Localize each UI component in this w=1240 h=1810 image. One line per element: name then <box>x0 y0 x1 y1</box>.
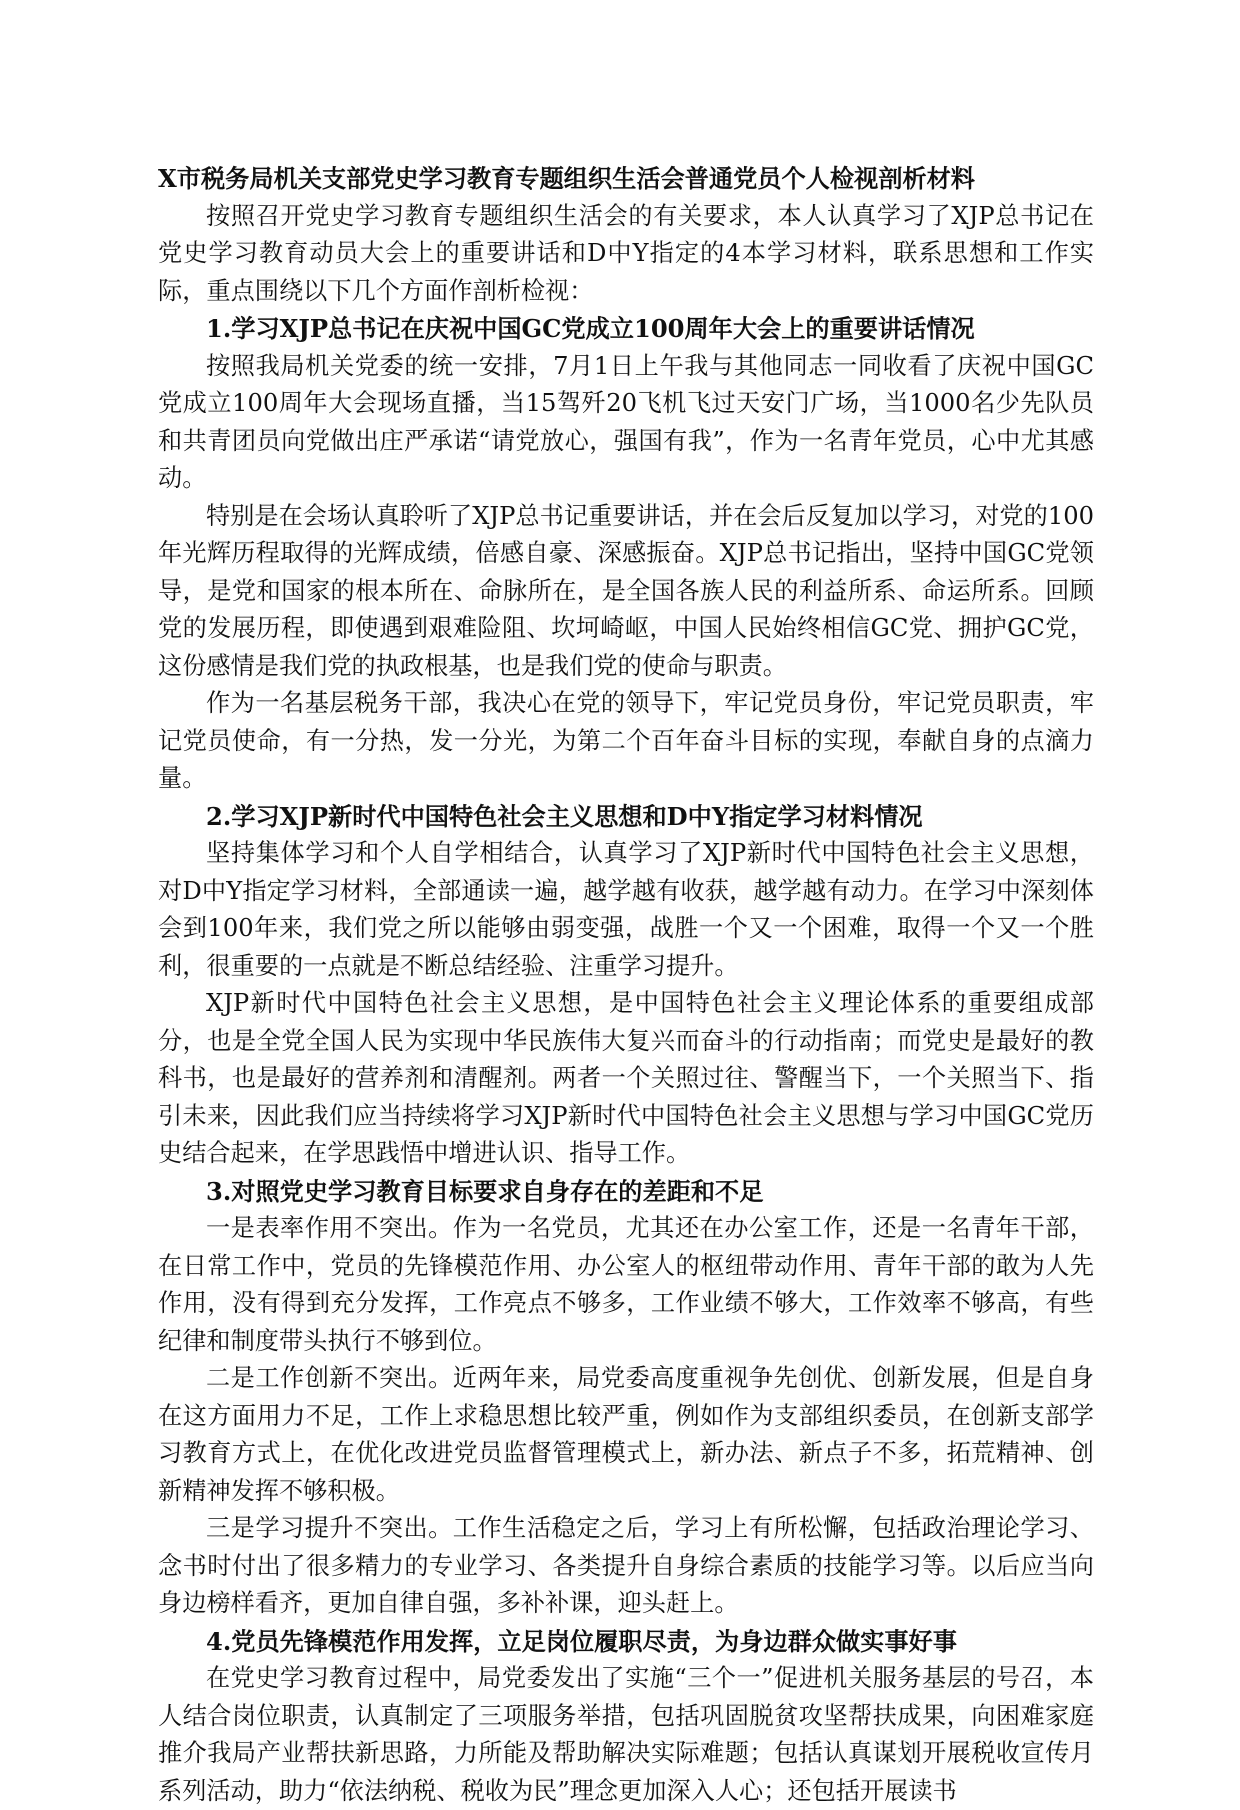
section-3-heading: 3.对照党史学习教育目标要求自身存在的差距和不足 <box>206 1176 764 1206</box>
document-title: X市税务局机关支部党史学习教育专题组织生活会普通党员个人检视剖析材料 <box>158 164 975 193</box>
intro-paragraph: 按照召开党史学习教育专题组织生活会的有关要求，本人认真学习了XJP总书记在党史学习教育动员大会上的重要讲话和D中Y指定的4本学习材料，联系思想和工作实际，重点围绕以下几个方面作剖析检视： <box>158 201 1094 305</box>
section-1-heading: 1.学习XJP总书记在庆祝中国GC党成立100周年大会上的重要讲话情况 <box>206 314 975 343</box>
section-3-paragraph-1: 一是表率作用不突出。作为一名党员，尤其还在办公室工作，还是一名青年干部，在日常工作中，党员的先锋模范作用、办公室人的枢纽带动作用、青年干部的敢为人先作用，没有得到充分发挥，工作亮点不够多，工作业绩不够大，工作效率不够高，有些纪律和制度带头执行不够到位。 <box>158 1214 1094 1355</box>
section-3-paragraph-3: 三是学习提升不突出。工作生活稳定之后，学习上有所松懈，包括政治理论学习、念书时付出了很多精力的专业学习、各类提升自身综合素质的技能学习等。以后应当向身边榜样看齐，更加自律自强，多补补课，迎头赶上。 <box>158 1514 1094 1617</box>
section-2-paragraph-1: 坚持集体学习和个人自学相结合，认真学习了XJP新时代中国特色社会主义思想，对D中Y指定学习材料，全部通读一遍，越学越有收获，越学越有动力。在学习中深刻体会到100年来，我们党之所以能够由弱变强，战胜一个又一个困难，取得一个又一个胜利，很重要的一点就是不断总结经验、注重学习提升。 <box>158 839 1094 980</box>
section-2-paragraph-2: XJP新时代中国特色社会主义思想，是中国特色社会主义理论体系的重要组成部分，也是全党全国人民为实现中华民族伟大复兴而奋斗的行动指南；而党史是最好的教科书，也是最好的营养剂和清醒剂。两者一个关照过往、警醒当下，一个关照当下、指引未来，因此我们应当持续将学习XJP新时代中国特色社会主义思想与学习中国GC党历史结合起来，在学思践悟中增进认识、指导工作。 <box>158 989 1094 1167</box>
section-4-heading: 4.党员先锋模范作用发挥，立足岗位履职尽责，为身边群众做实事好事 <box>206 1626 957 1656</box>
section-2-heading: 2.学习XJP新时代中国特色社会主义思想和D中Y指定学习材料情况 <box>206 801 923 831</box>
section-1-paragraph-3: 作为一名基层税务干部，我决心在党的领导下，牢记党员身份，牢记党员职责，牢记党员使命，有一分热，发一分光，为第二个百年奋斗目标的实现，奉献自身的点滴力量。 <box>158 689 1094 792</box>
section-4-paragraph-1: 在党史学习教育过程中，局党委发出了实施“三个一”促进机关服务基层的号召，本人结合岗位职责，认真制定了三项服务举措，包括巩固脱贫攻坚帮扶成果，向困难家庭推介我局产业帮扶新思路，力所能及帮助解决实际难题；包括认真谋划开展税收宣传月系列活动，助力“依法纳税、税收为民”理念更加深入人心；还包括开展读书 <box>158 1664 1094 1805</box>
section-1-paragraph-1: 按照我局机关党委的统一安排，7月1日上午我与其他同志一同收看了庆祝中国GC党成立100周年大会现场直播，当15驾歼20飞机飞过天安门广场，当1000名少先队员和共青团员向党做出庄严承诺“请党放心，强国有我”，作为一名青年党员，心中尤其感动。 <box>158 351 1094 492</box>
document-body <box>158 160 1094 1810</box>
section-1-paragraph-2: 特别是在会场认真聆听了XJP总书记重要讲话，并在会后反复加以学习，对党的100年光辉历程取得的光辉成绩，倍感自豪、深感振奋。XJP总书记指出，坚持中国GC党领导，是党和国家的根本所在、命脉所在，是全国各族人民的利益所系、命运所系。回顾党的发展历程，即使遇到艰难险阻、坎坷崎岖，中国人民始终相信GC党、拥护GC党，这份感情是我们党的执政根基，也是我们党的使命与职责。 <box>158 501 1094 680</box>
section-3-paragraph-2: 二是工作创新不突出。近两年来，局党委高度重视争先创优、创新发展，但是自身在这方面用力不足，工作上求稳思想比较严重，例如作为支部组织委员，在创新支部学习教育方式上，在优化改进党员监督管理模式上，新办法、新点子不多，拓荒精神、创新精神发挥不够积极。 <box>158 1364 1094 1505</box>
